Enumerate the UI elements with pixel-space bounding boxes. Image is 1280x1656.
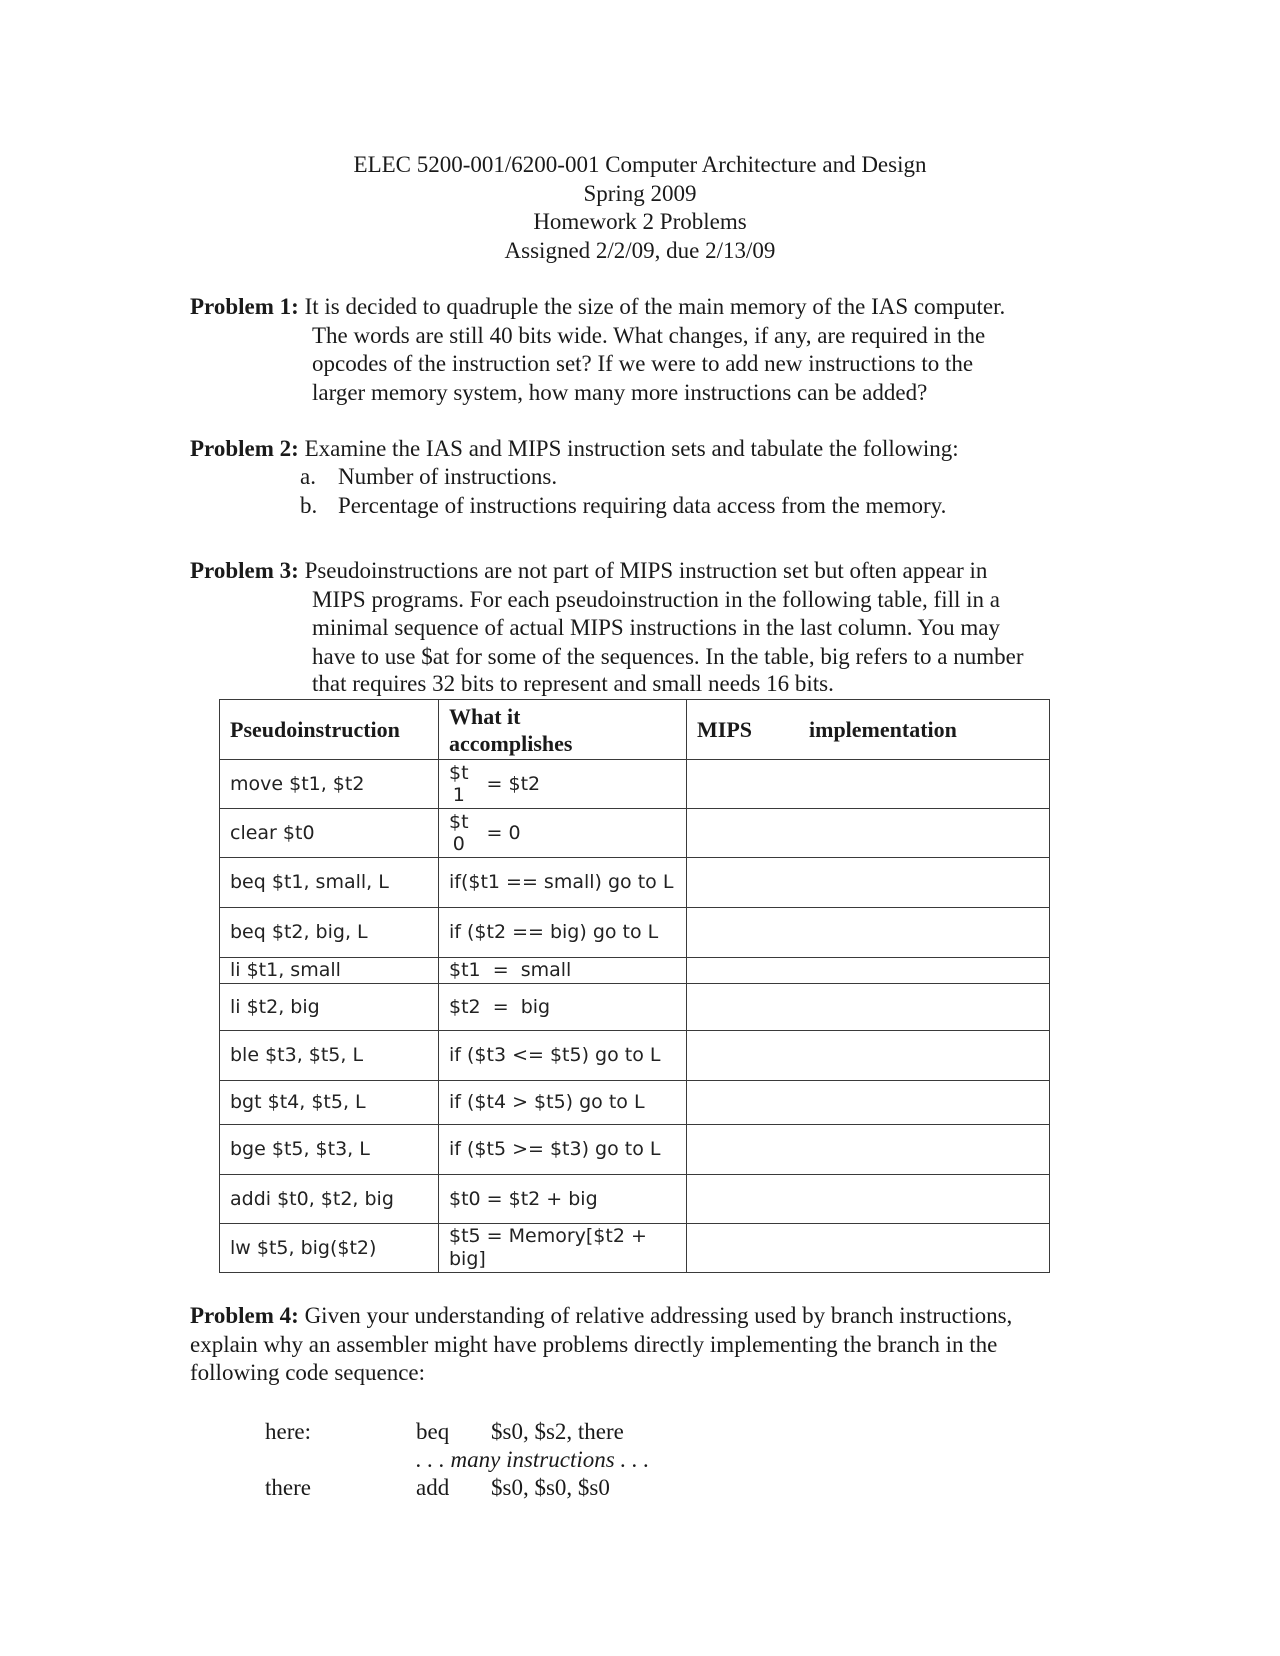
what-cell: if ($t5 >= $t3) go to L bbox=[439, 1125, 687, 1175]
mips-cell-input[interactable] bbox=[687, 1175, 1050, 1224]
mips-cell-input[interactable] bbox=[687, 984, 1050, 1031]
header-mips-implementation bbox=[687, 700, 1050, 760]
pseudo-cell: addi $t0, $t2, big bbox=[220, 1175, 439, 1224]
problem-3-line: have to use $at for some of the sequences. In the table, big refers to a number bbox=[312, 643, 1024, 669]
code-line-ellipsis bbox=[0, 1446, 1280, 1476]
header-what-line2: accomplishes bbox=[449, 730, 573, 756]
pseudo-cell: ble $t3, $t5, L bbox=[220, 1031, 439, 1081]
code-label: there bbox=[265, 1475, 311, 1500]
code-args: $s0, $s0, $s0 bbox=[491, 1475, 610, 1500]
problem-3-line: minimal sequence of actual MIPS instructions in the last column. You may bbox=[312, 615, 1001, 640]
problem-3-line: MIPS programs. For each pseudoinstruction in the following table, fill in a bbox=[312, 586, 1000, 612]
problem-2-item-a bbox=[300, 463, 557, 492]
mips-cell-input[interactable] bbox=[687, 1224, 1050, 1273]
table-row bbox=[220, 958, 1050, 984]
problem-1-line: opcodes of the instruction set? If we were to add new instructions to the bbox=[312, 351, 974, 376]
problem-3 bbox=[190, 557, 1090, 697]
what-cell: if ($t4 > $t5) go to L bbox=[439, 1081, 687, 1125]
what-cell: if ($t3 <= $t5) go to L bbox=[439, 1031, 687, 1081]
mips-cell-input[interactable] bbox=[687, 1031, 1050, 1081]
problem-1-line: It is decided to quadruple the size of the main memory of the IAS computer. bbox=[304, 294, 1006, 319]
what-cell bbox=[439, 760, 687, 809]
what-cell: if ($t2 == big) go to L bbox=[439, 908, 687, 958]
problem-2-label: Problem 2: bbox=[190, 436, 299, 461]
table-row bbox=[220, 908, 1050, 958]
list-item-text: Number of instructions. bbox=[338, 464, 558, 489]
what-cell: $t5 = Memory[$t2 + big] bbox=[439, 1224, 687, 1273]
pseudo-cell: bgt $t4, $t5, L bbox=[220, 1081, 439, 1125]
document-header bbox=[0, 151, 1280, 265]
problem-1 bbox=[190, 293, 1090, 407]
table-row bbox=[220, 1125, 1050, 1175]
table-row bbox=[220, 984, 1050, 1031]
code-opcode: add bbox=[416, 1475, 450, 1500]
table-row bbox=[220, 858, 1050, 908]
code-line-here bbox=[0, 1418, 1280, 1448]
what-rest: = $t2 bbox=[486, 772, 541, 795]
what-top: $t bbox=[449, 762, 469, 784]
list-marker: a. bbox=[300, 464, 316, 489]
code-label: here: bbox=[265, 1419, 311, 1444]
problem-4-line: explain why an assembler might have problems directly implementing the branch in the bbox=[190, 1331, 998, 1357]
problem-4-line: following code sequence: bbox=[190, 1360, 426, 1385]
pseudo-cell: move $t1, $t2 bbox=[220, 760, 439, 809]
list-marker: b. bbox=[300, 493, 318, 518]
pseudo-cell: li $t1, small bbox=[220, 958, 439, 984]
mips-cell-input[interactable] bbox=[687, 1081, 1050, 1125]
what-bottom: 0 bbox=[452, 833, 465, 855]
assignment-dates: Assigned 2/2/09, due 2/13/09 bbox=[504, 237, 776, 263]
header-what-line1: What it bbox=[449, 703, 521, 729]
what-top: $t bbox=[449, 811, 469, 833]
table-row bbox=[220, 760, 1050, 809]
mips-cell-input[interactable] bbox=[687, 858, 1050, 908]
pseudo-cell: beq $t1, small, L bbox=[220, 858, 439, 908]
code-line-there bbox=[0, 1474, 1280, 1504]
what-cell: $t1 = small bbox=[439, 958, 687, 984]
assignment-title: Homework 2 Problems bbox=[533, 209, 747, 234]
pseudo-cell: clear $t0 bbox=[220, 809, 439, 858]
what-cell bbox=[439, 809, 687, 858]
problem-2-text: Examine the IAS and MIPS instruction sets and tabulate the following: bbox=[304, 436, 959, 461]
problem-1-label: Problem 1: bbox=[190, 294, 299, 319]
header-pseudoinstruction: Pseudoinstruction bbox=[220, 700, 439, 760]
table-row bbox=[220, 1081, 1050, 1125]
table-row bbox=[220, 1031, 1050, 1081]
pseudoinstruction-table bbox=[219, 699, 1050, 1273]
table-row bbox=[220, 809, 1050, 858]
problem-3-line: that requires 32 bits to represent and small needs 16 bits. bbox=[312, 671, 834, 696]
header-what-it-accomplishes bbox=[439, 700, 687, 760]
problem-4 bbox=[190, 1302, 1110, 1388]
table-row bbox=[220, 1224, 1050, 1273]
problem-3-line: Pseudoinstructions are not part of MIPS instruction set but often appear in bbox=[304, 558, 988, 583]
code-many-instructions: . . . many instructions . . . bbox=[416, 1447, 650, 1472]
list-item-text: Percentage of instructions requiring data access from the memory. bbox=[338, 493, 947, 518]
problem-1-line: larger memory system, how many more instructions can be added? bbox=[312, 379, 928, 405]
pseudo-cell: bge $t5, $t3, L bbox=[220, 1125, 439, 1175]
table-header-row bbox=[220, 700, 1050, 760]
mips-cell-input[interactable] bbox=[687, 1125, 1050, 1175]
table-row bbox=[220, 1175, 1050, 1224]
what-cell: $t2 = big bbox=[439, 984, 687, 1031]
pseudo-cell: li $t2, big bbox=[220, 984, 439, 1031]
problem-3-label: Problem 3: bbox=[190, 558, 299, 583]
pseudo-cell: lw $t5, big($t2) bbox=[220, 1224, 439, 1273]
code-opcode: beq bbox=[416, 1419, 450, 1444]
what-cell: if($t1 == small) go to L bbox=[439, 858, 687, 908]
pseudo-cell: beq $t2, big, L bbox=[220, 908, 439, 958]
header-mips-word1: MIPS bbox=[697, 717, 752, 742]
what-bottom: 1 bbox=[452, 784, 465, 806]
mips-cell-input[interactable] bbox=[687, 809, 1050, 858]
problem-2 bbox=[190, 435, 1090, 464]
header-mips-word2: implementation bbox=[809, 717, 957, 742]
problem-4-label: Problem 4: bbox=[190, 1303, 299, 1328]
problem-1-line: The words are still 40 bits wide. What changes, if any, are required in the bbox=[312, 322, 986, 348]
what-rest: = 0 bbox=[486, 821, 521, 844]
term: Spring 2009 bbox=[583, 180, 697, 206]
mips-cell-input[interactable] bbox=[687, 958, 1050, 984]
mips-cell-input[interactable] bbox=[687, 908, 1050, 958]
problem-2-item-b bbox=[300, 492, 946, 521]
what-cell: $t0 = $t2 + big bbox=[439, 1175, 687, 1224]
code-args: $s0, $s2, there bbox=[491, 1419, 624, 1444]
course-title: ELEC 5200-001/6200-001 Computer Architecture and Design bbox=[353, 152, 927, 177]
mips-cell-input[interactable] bbox=[687, 760, 1050, 809]
problem-4-line: Given your understanding of relative addressing used by branch instructions, bbox=[304, 1303, 1013, 1328]
